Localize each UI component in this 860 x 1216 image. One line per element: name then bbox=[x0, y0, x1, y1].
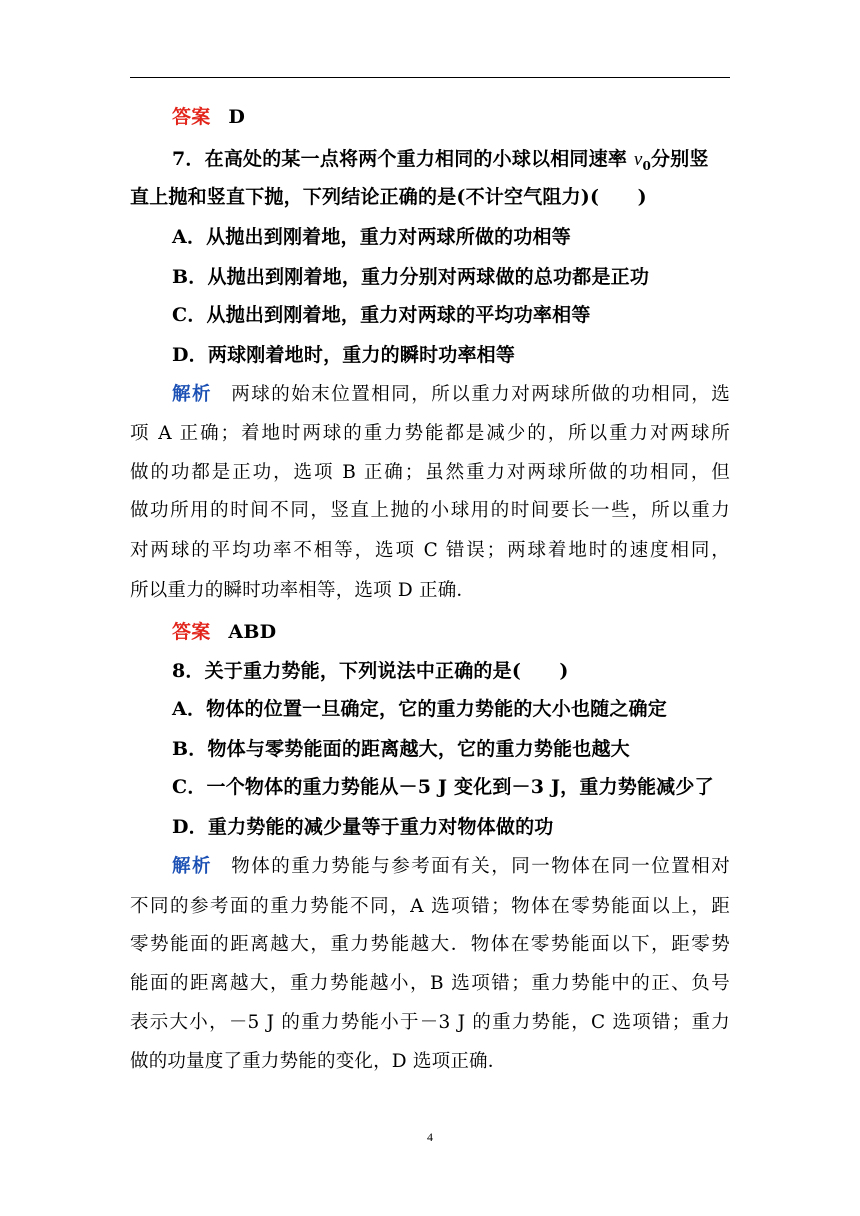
q8-option-b: B．物体与零势能面的距离越大，它的重力势能也越大 bbox=[172, 738, 630, 760]
q7-option-b: B．从抛出到刚着地，重力分别对两球做的总功都是正功 bbox=[172, 266, 650, 288]
v0-symbol: v bbox=[633, 149, 643, 170]
q7-stem-text: 7．在高处的某一点将两个重力相同的小球以相同速率 bbox=[172, 148, 634, 170]
answer-value: ABD bbox=[228, 621, 277, 643]
q7-option-a: A．从抛出到刚着地，重力对两球所做的功相等 bbox=[172, 226, 571, 248]
q8-option-a: A．物体的位置一旦确定，它的重力势能的大小也随之确定 bbox=[172, 698, 667, 720]
page-number: 4 bbox=[427, 1130, 433, 1144]
header-rule bbox=[130, 77, 730, 78]
q7-explain-line-5: 对两球的平均功率不相等，选项 C 错误；两球着地时的速度相同， bbox=[130, 540, 730, 561]
q7-explain-line-2: 项 A 正确；着地时两球的重力势能都是减少的，所以重力对两球所 bbox=[130, 423, 730, 444]
q8-explain-line-2: 不同的参考面的重力势能不同，A 选项错；物体在零势能面以上，距 bbox=[130, 896, 730, 917]
q8-stem: 8．关于重力势能，下列说法中正确的是( ) bbox=[172, 660, 569, 682]
q7-explain-line-6: 所以重力的瞬时功率相等，选项 D 正确． bbox=[130, 580, 476, 601]
q8-explain-line-3: 零势能面的距离越大，重力势能越大．物体在零势能面以下，距零势 bbox=[130, 934, 730, 955]
q8-explain-line-4: 能面的距离越大，重力势能越小，B 选项错；重力势能中的正、负号 bbox=[130, 973, 730, 994]
q7-explain-line-4: 做功所用的时间不同，竖直上抛的小球用的时间要长一些，所以重力 bbox=[130, 500, 730, 521]
q7-explain-line-1 bbox=[172, 382, 730, 408]
q8-option-d: D．重力势能的减少量等于重力对物体做的功 bbox=[172, 816, 554, 838]
explain-label: 解析 bbox=[172, 856, 212, 877]
explain-text: 两球的始末位置相同，所以重力对两球所做的功相同，选 bbox=[230, 384, 730, 405]
q7-explain-line-3: 做的功都是正功，选项 B 正确；虽然重力对两球所做的功相同，但 bbox=[130, 462, 730, 483]
q8-explain-line-5: 表示大小，－5 J 的重力势能小于－3 J 的重力势能，C 选项错；重力 bbox=[130, 1012, 730, 1033]
answer-label: 答案 bbox=[172, 106, 211, 128]
q8-explain-line-6: 做的功量度了重力势能的变化，D 选项正确． bbox=[130, 1051, 507, 1072]
answer-value: D bbox=[228, 106, 246, 128]
q6-answer-line bbox=[172, 104, 730, 130]
answer-label: 答案 bbox=[172, 621, 211, 643]
q8-option-c: C．一个物体的重力势能从－5 J 变化到－3 J，重力势能减少了 bbox=[172, 776, 714, 798]
explain-label: 解析 bbox=[172, 384, 212, 405]
q7-answer-line bbox=[172, 619, 730, 645]
q7-stem-line-1 bbox=[172, 146, 730, 179]
explain-text: 物体的重力势能与参考面有关，同一物体在同一位置相对 bbox=[230, 856, 730, 877]
q7-option-c: C．从抛出到刚着地，重力对两球的平均功率相等 bbox=[172, 304, 591, 326]
q7-stem-line-2: 直上抛和竖直下抛，下列结论正确的是(不计空气阻力)( ) bbox=[130, 186, 647, 208]
q7-option-d: D．两球刚着地时，重力的瞬时功率相等 bbox=[172, 344, 516, 366]
v0-subscript: 0 bbox=[642, 158, 652, 173]
q7-stem-text-end: 分别竖 bbox=[651, 148, 709, 170]
q8-explain-line-1 bbox=[172, 854, 730, 880]
